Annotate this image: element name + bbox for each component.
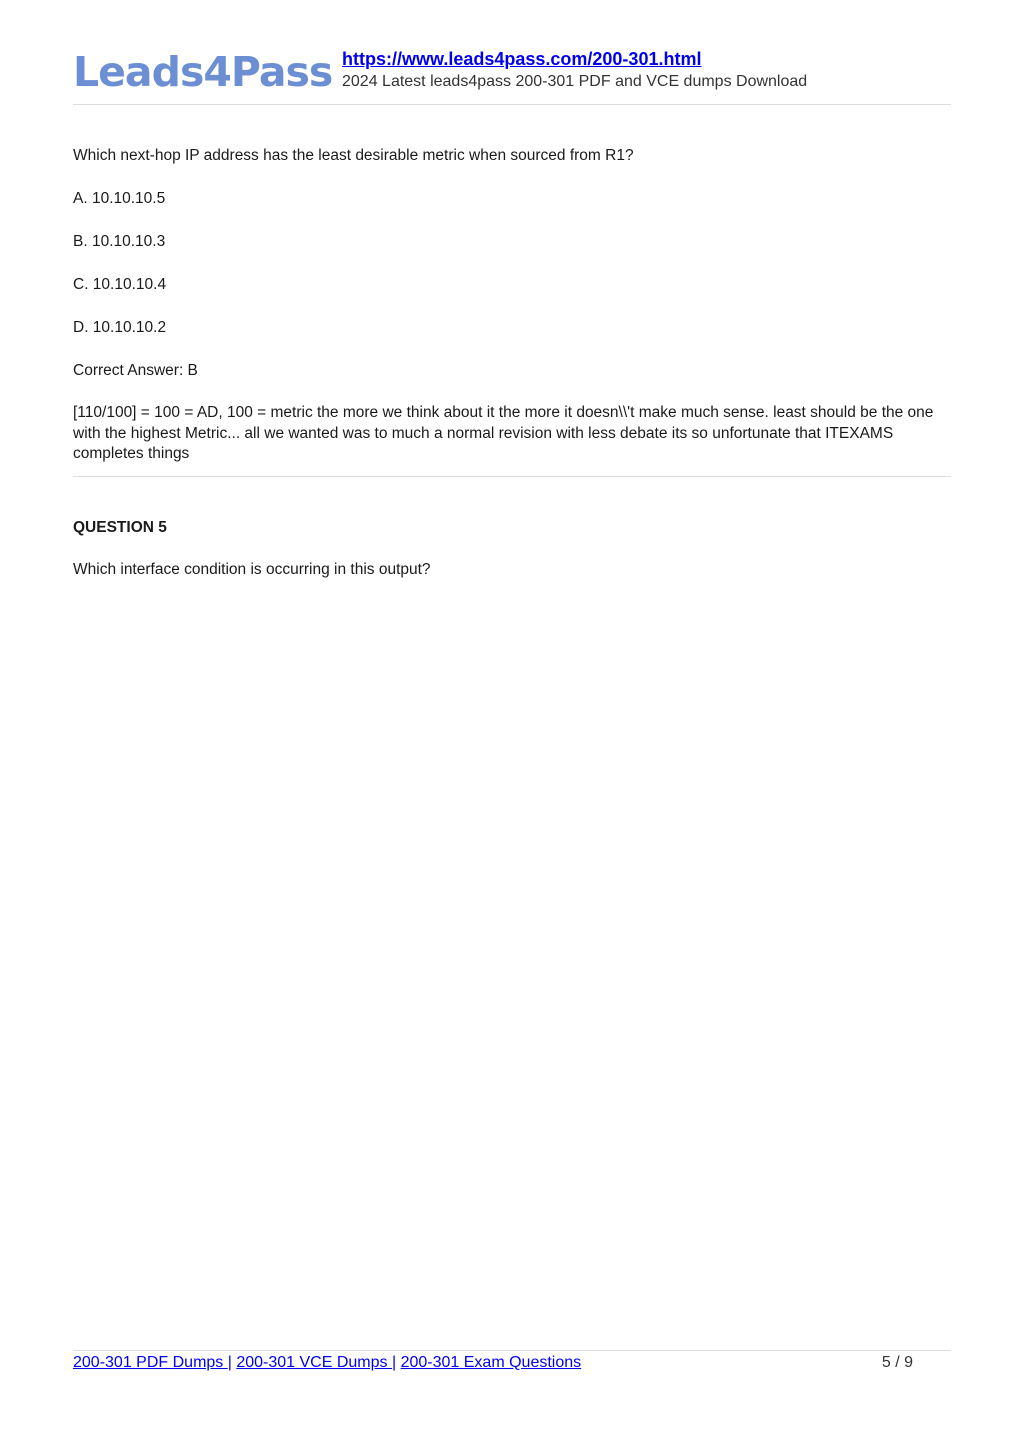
page-footer [73, 1353, 913, 1373]
correct-answer: Correct Answer: B [73, 362, 198, 379]
header-divider [73, 104, 951, 105]
page-number: 5 / 9 [881, 1354, 913, 1371]
option-b: B. 10.10.10.3 [73, 233, 166, 250]
footer-separator: | [391, 1354, 397, 1371]
question5-heading: QUESTION 5 [73, 519, 167, 536]
page-header [73, 44, 951, 106]
option-c: C. 10.10.10.4 [73, 276, 167, 293]
footer-pdf-dumps-link[interactable]: 200-301 PDF Dumps [73, 1354, 228, 1371]
footer-vce-dumps-link[interactable]: 200-301 VCE Dumps [236, 1354, 392, 1371]
answer-explanation: [110/100] = 100 = AD, 100 = metric the more we think about it the more it doesn\\'t make much sense. least should be the one with the highest Metric... all we wanted was to much a normal revision with less debate its so unfortunate that ITEXAMS completes things [73, 404, 934, 462]
option-a: A. 10.10.10.5 [73, 190, 166, 207]
option-d: D. 10.10.10.2 [73, 319, 167, 336]
leads4pass-logo: Leads4Pass [73, 48, 333, 96]
footer-separator: | [227, 1354, 232, 1371]
question4-prompt: Which next-hop IP address has the least desirable metric when sourced from R1? [73, 147, 634, 164]
question5-prompt: Which interface condition is occurring in this output? [73, 561, 431, 578]
header-url-link[interactable]: https://www.leads4pass.com/200-301.html [342, 49, 702, 69]
footer-divider [73, 1350, 951, 1351]
header-subtitle: 2024 Latest leads4pass 200-301 PDF and VCE dumps Download [342, 73, 808, 90]
footer-exam-questions-link[interactable]: 200-301 Exam Questions [400, 1354, 582, 1371]
question-divider [73, 476, 951, 477]
